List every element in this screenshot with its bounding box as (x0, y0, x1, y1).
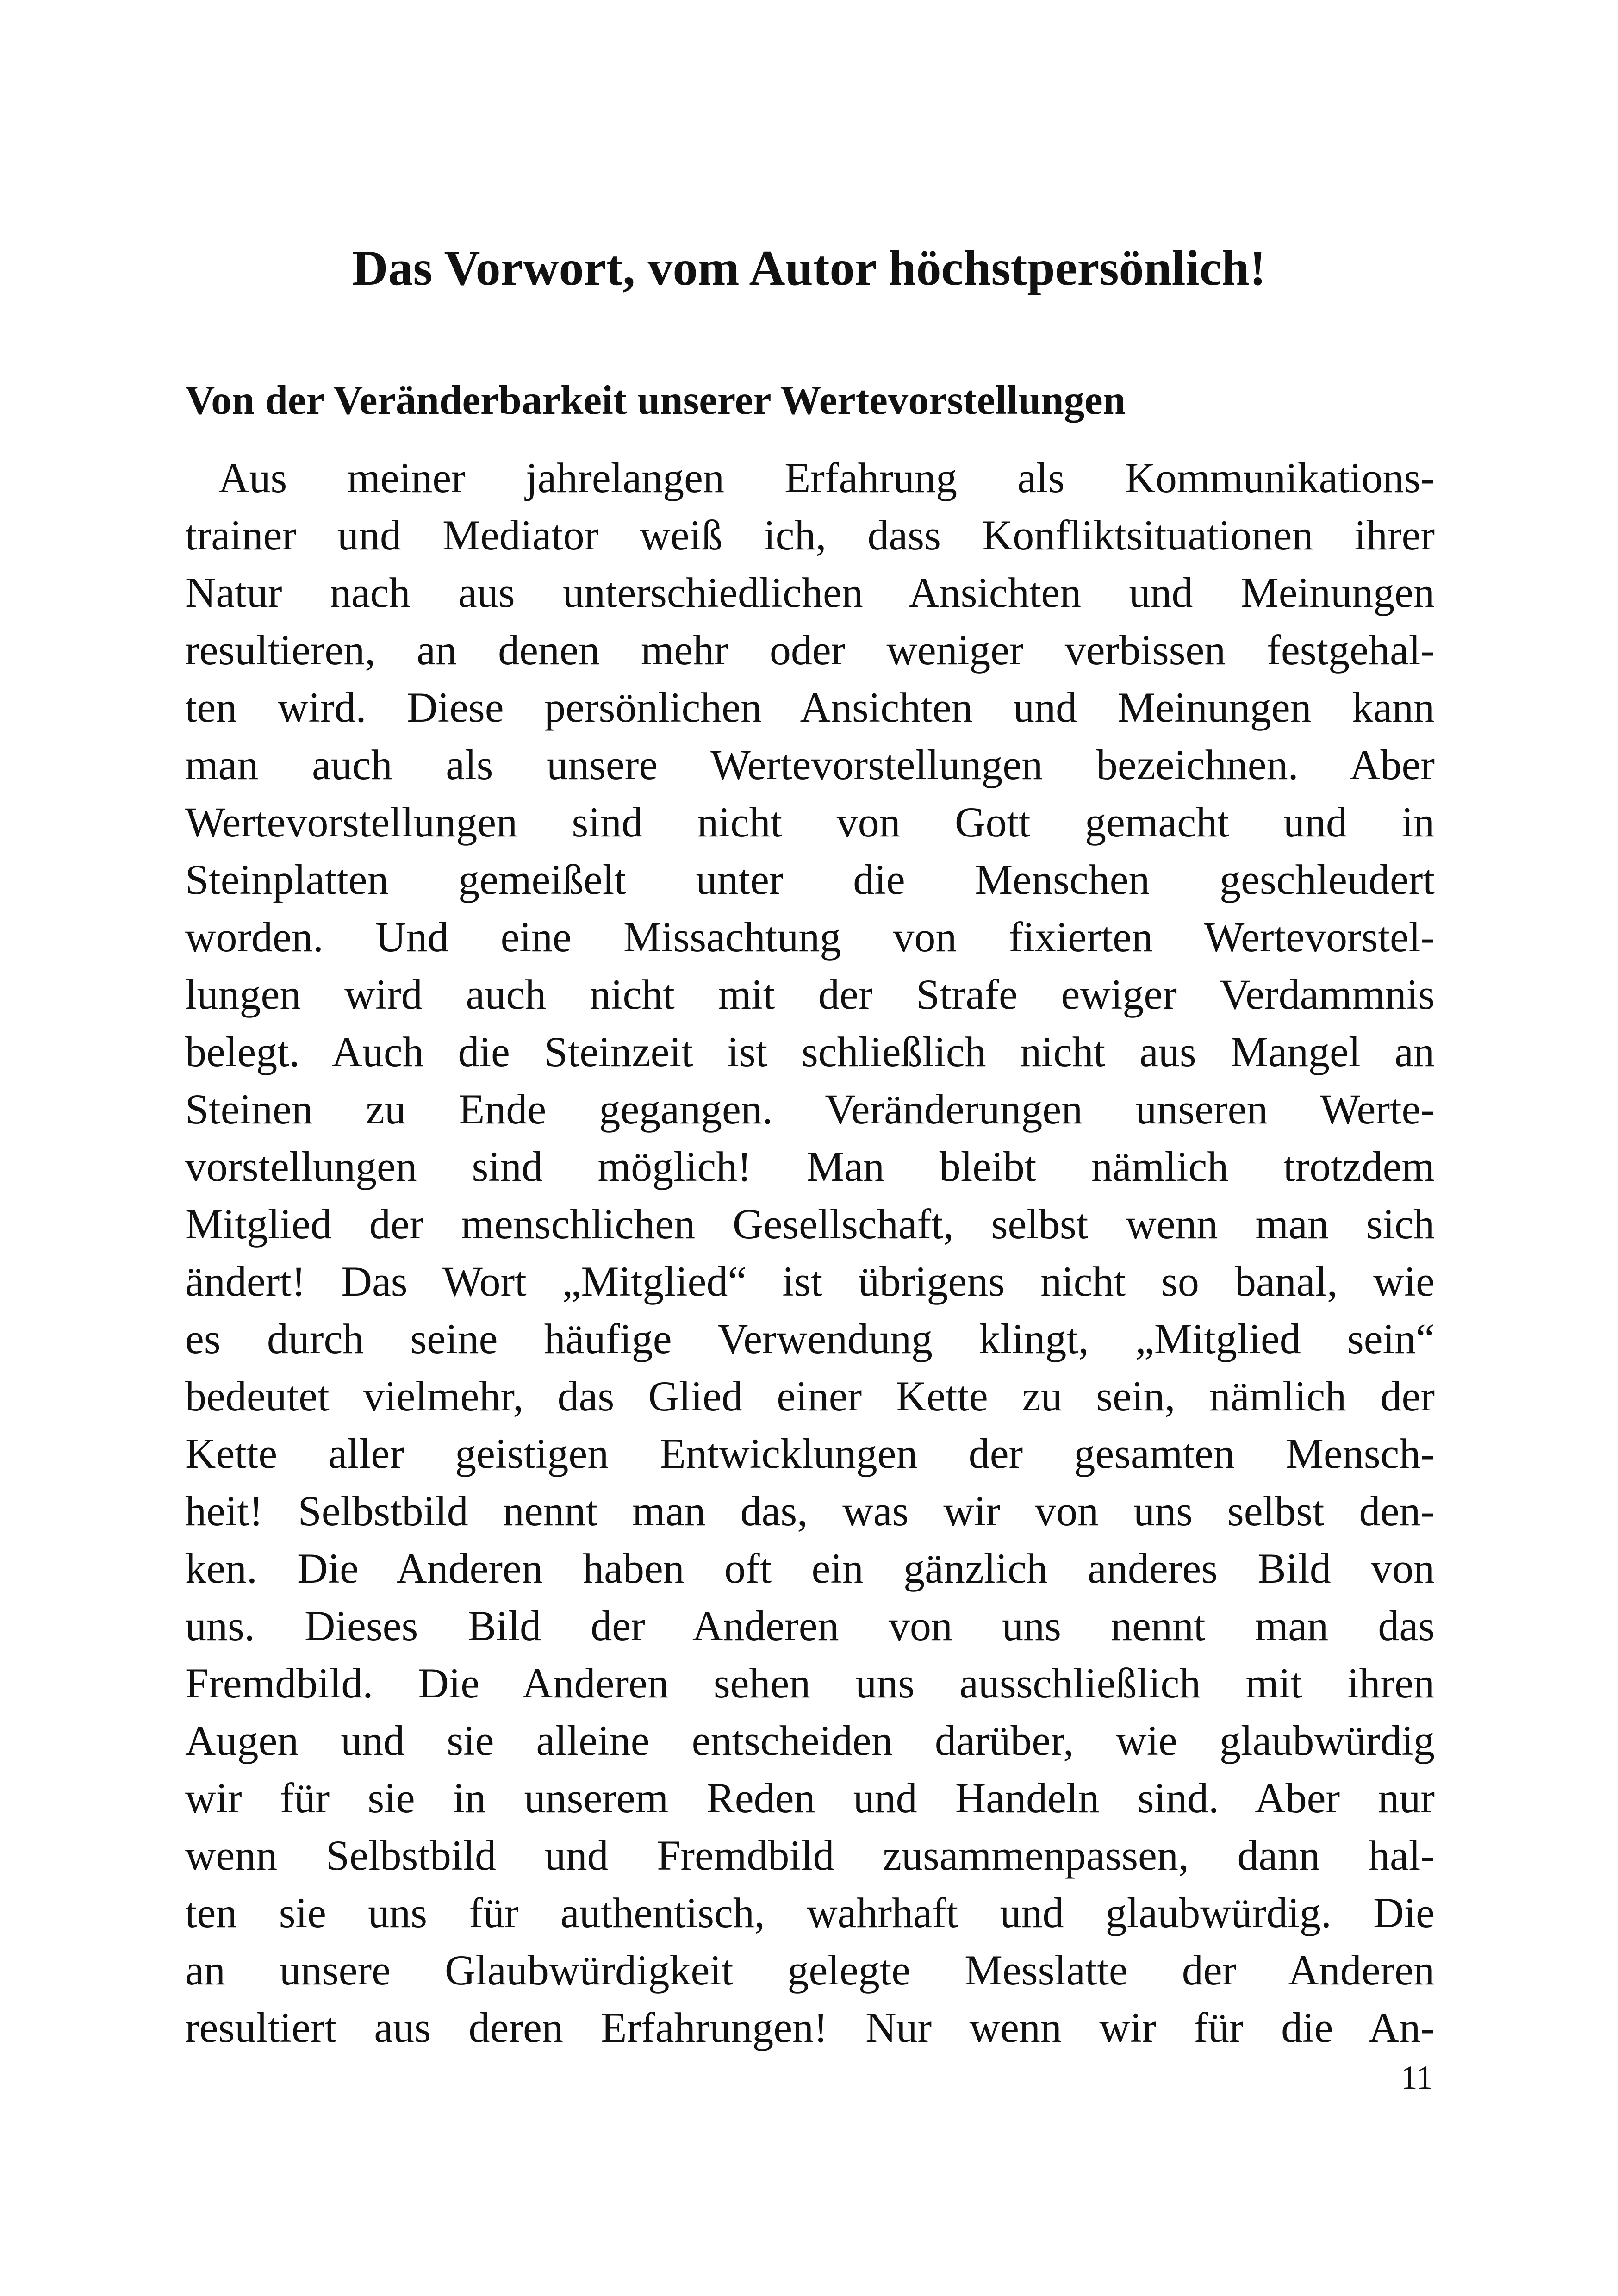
page-number: 11 (1400, 2059, 1433, 2096)
body-line: worden. Und eine Missachtung von fixierten Wertevorstel- (185, 913, 1435, 961)
body-line: ändert! Das Wort „Mitglied“ ist übrigens nicht so banal, wie (185, 1258, 1435, 1305)
body-line: ten wird. Diese persönlichen Ansichten und Meinungen kann (185, 684, 1435, 731)
body-line: trainer und Mediator weiß ich, dass Konfliktsituationen ihrer (185, 512, 1435, 559)
body-line: resultiert aus deren Erfahrungen! Nur wenn wir für die An- (185, 2004, 1435, 2051)
body-line: Augen und sie alleine entscheiden darüber, wie glaubwürdig (185, 1717, 1435, 1764)
body-line: wir für sie in unserem Reden und Handeln sind. Aber nur (185, 1774, 1435, 1822)
body-line: Steinen zu Ende gegangen. Veränderungen unseren Werte- (185, 1086, 1435, 1133)
body-line: an unsere Glaubwürdigkeit gelegte Messlatte der Anderen (185, 1947, 1435, 1994)
body-line: uns. Dieses Bild der Anderen von uns nennt man das (185, 1602, 1435, 1649)
body-line: belegt. Auch die Steinzeit ist schließlich nicht aus Mangel an (185, 1028, 1435, 1075)
body-line: Steinplatten gemeißelt unter die Menschen geschleudert (185, 856, 1435, 903)
body-line: man auch als unsere Wertevorstellungen bezeichnen. Aber (185, 741, 1435, 788)
body-line: es durch seine häufige Verwendung klingt, „Mitglied sein“ (185, 1315, 1435, 1362)
body-line: Wertevorstellungen sind nicht von Gott gemacht und in (185, 799, 1435, 846)
body-line: bedeutet vielmehr, das Glied einer Kette zu sein, nämlich der (185, 1373, 1435, 1420)
body-line: Fremdbild. Die Anderen sehen uns ausschließlich mit ihren (185, 1660, 1435, 1707)
chapter-title: Das Vorwort, vom Autor höchstpersönlich! (352, 241, 1266, 296)
body-line: resultieren, an denen mehr oder weniger verbissen festgehal- (185, 626, 1435, 674)
section-heading: Von der Veränderbarkeit unserer Wertevorstellungen (185, 378, 1126, 423)
body-line: ken. Die Anderen haben oft ein gänzlich anderes Bild von (185, 1545, 1435, 1592)
body-line: Aus meiner jahrelangen Erfahrung als Kommunikations- (218, 454, 1435, 501)
body-line: Kette aller geistigen Entwicklungen der gesamten Mensch- (185, 1430, 1435, 1477)
body-line: ten sie uns für authentisch, wahrhaft und glaubwürdig. Die (185, 1889, 1435, 1936)
body-line: vorstellungen sind möglich! Man bleibt nämlich trotzdem (185, 1143, 1435, 1190)
body-line: Mitglied der menschlichen Gesellschaft, selbst wenn man sich (185, 1200, 1435, 1248)
body-paragraph (185, 449, 1435, 2056)
body-line: wenn Selbstbild und Fremdbild zusammenpassen, dann hal- (185, 1832, 1435, 1879)
body-line: lungen wird auch nicht mit der Strafe ewiger Verdammnis (185, 971, 1435, 1018)
body-line: heit! Selbstbild nennt man das, was wir von uns selbst den- (185, 1487, 1435, 1535)
body-line: Natur nach aus unterschiedlichen Ansichten und Meinungen (185, 569, 1435, 616)
